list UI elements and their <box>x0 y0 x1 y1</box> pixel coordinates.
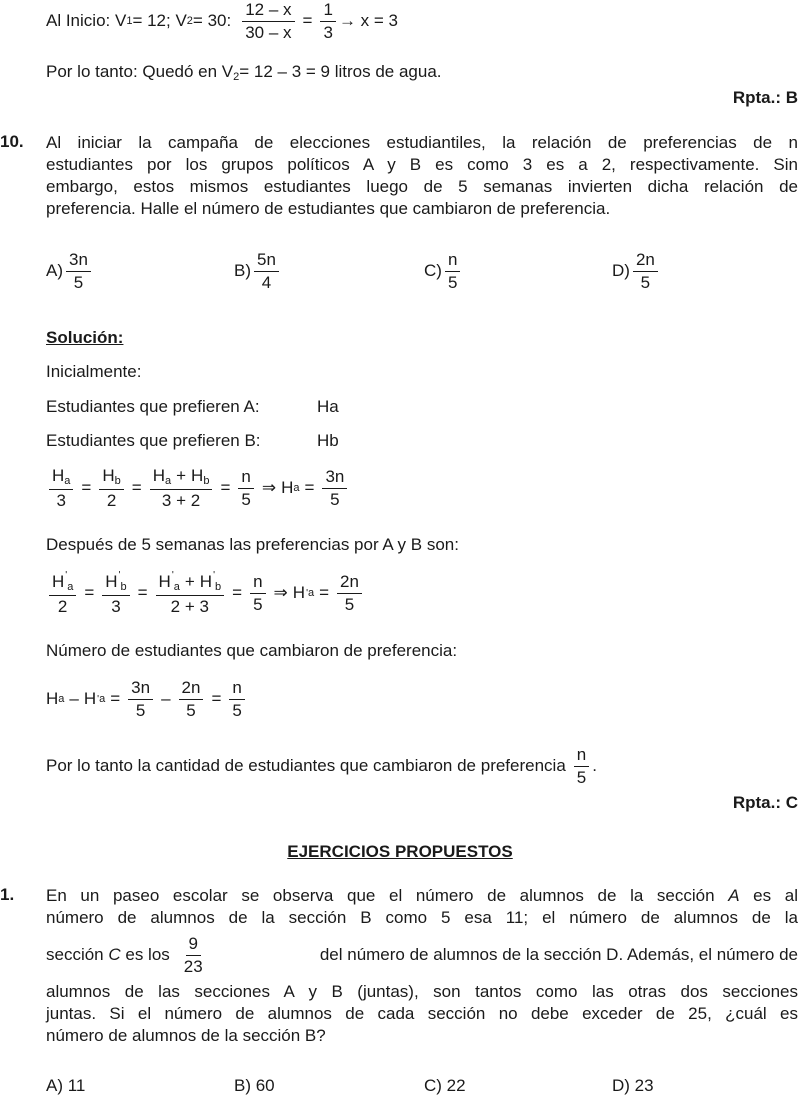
answer-c: Rpta.: C <box>732 793 798 812</box>
statement-line: preferencia. Halle el número de estudiantes que cambiaron de preferencia. <box>46 199 611 218</box>
exercise-option-c: C) 22 <box>424 1076 466 1095</box>
initially-label: Inicialmente: <box>46 362 142 381</box>
exercise-option-a: A) 11 <box>46 1076 86 1095</box>
fraction: $\frac{1}{3}$ <box>320 0 335 42</box>
initial-volumes-equation: Al Inicio: V 1 = 12; V 2 = 30: $\frac{12 - x}{30 - x}$ = $\frac{1}{3}$ → x = 3 <box>46 0 398 42</box>
answer-b: Rpta.: B <box>732 88 798 107</box>
changed-text: Número de estudiantes que cambiaron de preferencia: <box>46 641 458 660</box>
option-a: A) $\frac{3n}{5}$ <box>46 250 94 292</box>
final-statement: Por lo tanto la cantidad de estudiantes que cambiaron de preferencia $\frac{n}{5}$ . <box>46 745 597 787</box>
option-c: C) $\frac{n}{5}$ <box>424 250 463 292</box>
conclusion: Por lo tanto: Quedó en $V_2= 12 - 3 = 9$ litros de agua. <box>46 62 442 83</box>
section-title: EJERCICIOS PROPUESTOS <box>287 842 513 861</box>
pref-a-label: Estudiantes que prefieren A: <box>46 397 260 416</box>
after-weeks-text: Después de 5 semanas las preferencias por A y B son: <box>46 535 459 554</box>
pref-b-label: Estudiantes que prefieren B: <box>46 431 261 450</box>
exercise-option-d: D) 23 <box>612 1076 654 1095</box>
option-d: D) $\frac{2n}{5}$ <box>612 250 661 292</box>
exercise-option-b: B) 60 <box>234 1076 275 1095</box>
exercise-statement <box>46 885 798 1047</box>
initial-label: Al Inicio: V <box>46 11 127 31</box>
inverted-ratio-equation: $\frac{H'_a}{2}$ = $\frac{H'_b}{3}$ = $\frac{H'_a + H'_b}{2 + 3}$ = $\frac{n}{5}$ ⇒ H ' a = $\frac{2n}{5}$ <box>46 570 365 616</box>
statement-line: alumnos de las secciones A y B (juntas), son tantos como las otras dos secciones <box>46 982 798 1001</box>
pref-a-value: Ha <box>317 397 339 416</box>
statement-line: número de alumnos de la sección B? <box>46 1026 326 1045</box>
solution-heading: Solución: <box>46 328 124 347</box>
difference-equation: H a – H ' a = $\frac{3n}{5}$ – $\frac{2n}{5}$ = $\frac{n}{5}$ <box>46 678 248 720</box>
statement-line: Al iniciar la campaña de elecciones estudiantiles, la relación de preferencias de n <box>46 133 798 152</box>
pref-b-value: Hb <box>317 431 339 450</box>
problem-statement <box>46 132 798 220</box>
initial-ratio-equation: $\frac{H_a}{3}$ = $\frac{H_b}{2}$ = $\frac{H_a + H_b}{3 + 2}$ = $\frac{n}{5}$ ⇒ H a = $\frac{3n}{5}$ <box>46 466 350 510</box>
exercise-number: 1. <box>0 885 15 904</box>
option-b: B) $\frac{5n}{4}$ <box>234 250 282 292</box>
statement-line: número de alumnos de la sección B como 5 esa 11; el número de alumnos de la <box>46 908 798 927</box>
statement-line: En un paseo escolar se observa que el número de alumnos de la sección A es al <box>46 886 798 905</box>
statement-line: estudiantes por los grupos políticos A y B es como 3 es a 2, respectivamente. Sin <box>46 155 798 174</box>
statement-line-fraction: sección C es los $\frac{9}{23}$ del número de alumnos de la sección D. Además, el número de <box>46 933 798 976</box>
problem-number: 10. <box>0 132 24 151</box>
statement-line: embargo, estos mismos estudiantes luego de 5 semanas invierten dicha relación de <box>46 177 798 196</box>
fraction: $\frac{12 - x}{30 - x}$ <box>242 0 294 42</box>
statement-line: juntas. Si el número de alumnos de cada sección no debe exceder de 25, ¿cuál es <box>46 1004 798 1023</box>
result: → x = 3 <box>338 11 398 31</box>
